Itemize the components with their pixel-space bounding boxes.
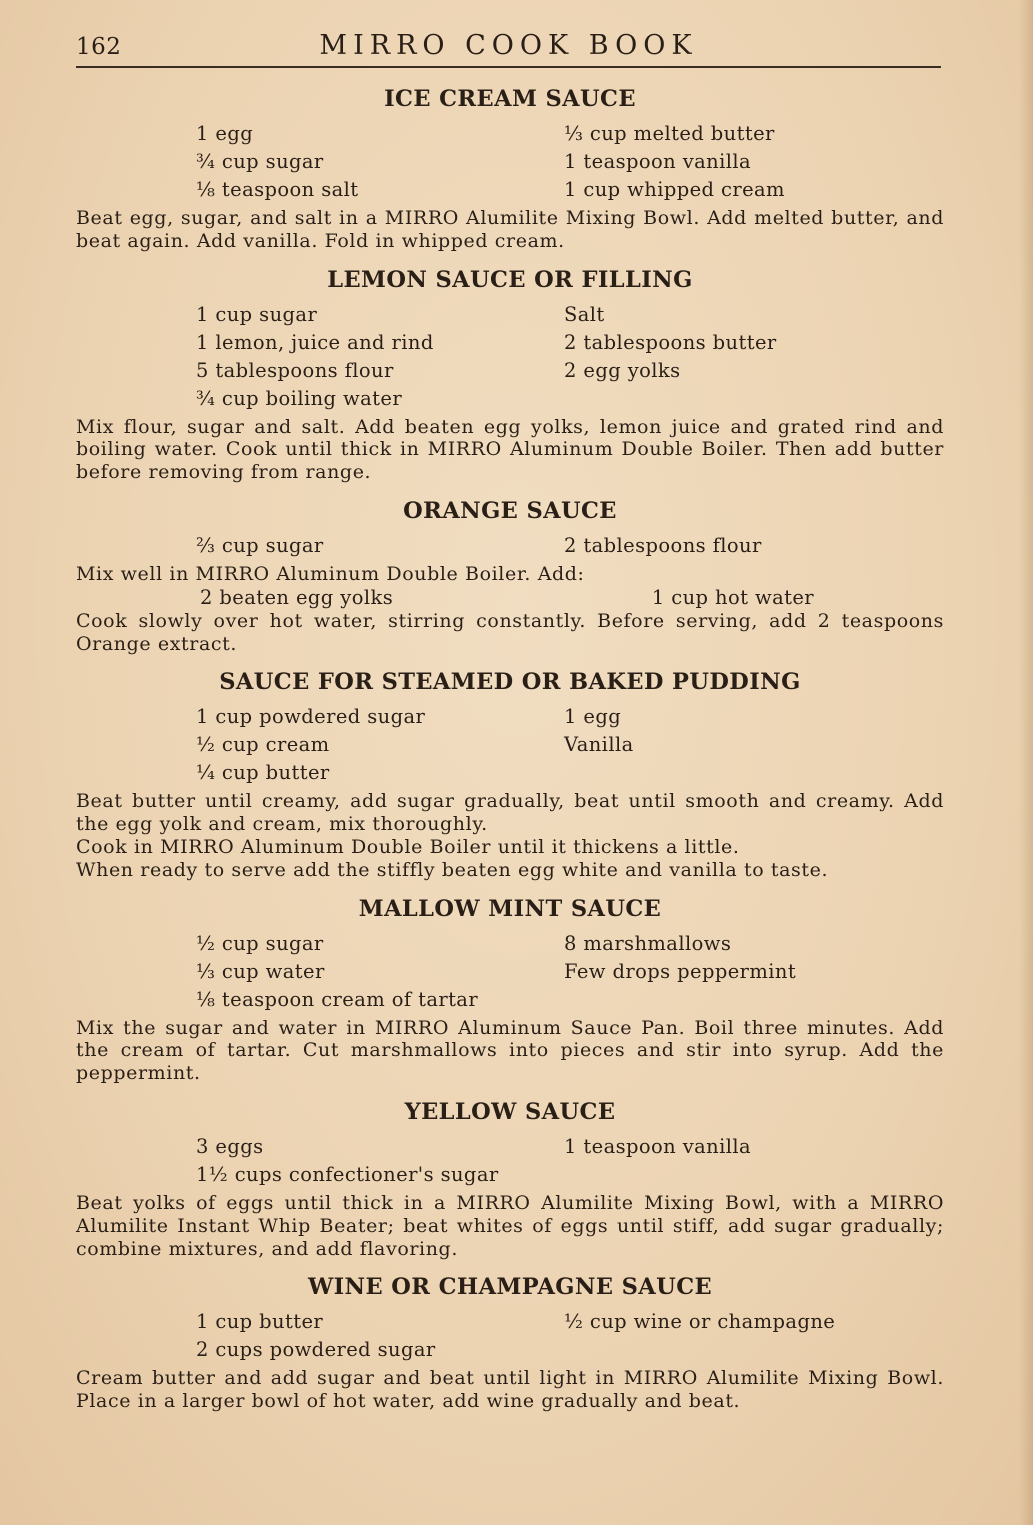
recipe-section [76, 667, 944, 881]
ingredient-item: 5 tablespoons flour [196, 358, 394, 382]
ingredients-left-column [76, 120, 359, 204]
recipe-title: MALLOW MINT SAUCE [358, 895, 662, 922]
ingredients-right-column [564, 703, 944, 787]
ingredient-list [76, 930, 944, 1014]
inline-ingredients [76, 586, 944, 610]
ingredients-right-column [564, 1133, 944, 1189]
ingredient-item: 2 egg yolks [564, 358, 681, 382]
method-text: Mix the sugar and water in MIRRO Aluminum Sauce Pan. Boil three minutes. Add the cream of tartar. Cut marshmallows into pieces and stir into syrup. Add the peppermint. [76, 1016, 944, 1085]
ingredient-item: ½ cup sugar [196, 931, 324, 955]
recipe-section [76, 265, 944, 484]
method-text: Beat egg, sugar, and salt in a MIRRO Alumilite Mixing Bowl. Add melted butter, and beat again. Add vanilla. Fold in whipped cream. [76, 207, 944, 252]
running-title: MIRRO COOK BOOK [319, 30, 698, 61]
ingredient-item: Vanilla [564, 733, 634, 757]
ingredients-left-column [76, 1133, 499, 1189]
ingredient-item: 2 tablespoons flour [564, 533, 762, 557]
ingredients-right-column [564, 301, 944, 413]
ingredient-item: 1 cup whipped cream [564, 178, 785, 201]
method-text: Cream butter and add sugar and beat until light in MIRRO Alumilite Mixing Bowl. Place in a larger bowl of hot water, add wine gradually and beat. [76, 1367, 944, 1413]
recipe-method [76, 563, 944, 655]
method-text: Mix flour, sugar and salt. Add beaten egg yolks, lemon juice and grated rind and boiling water. Cook until thick in MIRRO Aluminum Double Boiler. Then add butter before removing from range. [76, 415, 944, 484]
ingredient-list [76, 301, 944, 413]
ingredients-right-column [564, 120, 944, 204]
ingredient-item: Few drops peppermint [564, 959, 797, 983]
recipe-section [76, 894, 944, 1085]
recipe-title: SAUCE FOR STEAMED OR BAKED PUDDING [219, 669, 801, 696]
recipe-section [76, 1097, 944, 1260]
ingredient-item: ½ cup cream [196, 733, 330, 757]
ingredient-item: 1 egg [196, 122, 254, 145]
ingredient-item: ⅓ cup water [196, 959, 325, 983]
ingredients-left-column [76, 703, 425, 787]
method-text: Cook in MIRRO Aluminum Double Boiler until it thickens a little. [76, 835, 740, 858]
ingredients-right-column [564, 930, 944, 1014]
ingredient-item: 1 cup powdered sugar [196, 705, 426, 729]
recipe-title: ICE CREAM SAUCE [384, 86, 636, 112]
recipe-section [76, 496, 944, 655]
ingredient-item: ½ cup wine or champagne [564, 1310, 836, 1334]
method-text: Mix well in MIRRO Aluminum Double Boiler. Add: [76, 562, 585, 585]
ingredient-list [76, 532, 944, 560]
ingredient-item: 1 egg [564, 705, 622, 729]
recipe-section [76, 84, 944, 253]
ingredient-item: 1 lemon, juice and rind [196, 330, 434, 354]
ingredient-item: 2 beaten egg yolks [200, 585, 394, 609]
ingredient-item: 1 cup hot water [651, 585, 814, 609]
ingredients-left-column [76, 930, 478, 1014]
recipe-method [76, 1367, 944, 1413]
method-text: Cook slowly over hot water, stirring constantly. Before serving, add 2 teaspoons Orange extract. [76, 609, 944, 655]
ingredient-item: ¼ cup butter [196, 761, 330, 785]
ingredient-item: ¾ cup boiling water [196, 386, 403, 410]
ingredient-list [76, 703, 944, 787]
ingredient-item: 3 eggs [196, 1134, 264, 1158]
ingredient-item: 2 cups powdered sugar [196, 1338, 436, 1362]
ingredient-item: ⅛ teaspoon salt [196, 178, 359, 201]
ingredient-list [76, 1308, 944, 1364]
method-text: Beat yolks of eggs until thick in a MIRRO Alumilite Mixing Bowl, with a MIRRO Alumilite Instant Whip Beater; beat whites of eggs until stiff, add sugar gradually; combine mixtures, and add flavoring. [76, 1191, 944, 1260]
ingredients-right-column [564, 532, 944, 560]
ingredient-list [76, 1133, 944, 1189]
page-number: 162 [76, 34, 122, 60]
ingredient-item: Salt [564, 302, 605, 326]
recipe-title: ORANGE SAUCE [403, 497, 617, 524]
ingredients-right-column [564, 1308, 944, 1364]
ingredients-left-column [76, 1308, 436, 1364]
recipe-title: YELLOW SAUCE [404, 1098, 616, 1125]
page-edge-shadow [1019, 0, 1033, 1525]
ingredient-list [76, 120, 944, 204]
ingredient-item: 1 cup butter [196, 1310, 324, 1334]
ingredient-item: ⅛ teaspoon cream of tartar [196, 987, 479, 1011]
ingredient-item: 1 cup sugar [196, 302, 318, 326]
ingredient-item: ¾ cup sugar [196, 150, 324, 173]
method-text: Beat butter until creamy, add sugar gradually, beat until smooth and creamy. Add the egg yolk and cream, mix thoroughly. [76, 790, 944, 836]
method-text: When ready to serve add the stiffly beaten egg white and vanilla to taste. [76, 858, 829, 881]
ingredient-item: 1½ cups confectioner's sugar [196, 1162, 499, 1186]
recipe-method [76, 416, 944, 484]
recipe-title: WINE OR CHAMPAGNE SAUCE [307, 1274, 713, 1301]
recipe-section [76, 1272, 944, 1413]
page-header [76, 30, 941, 68]
recipe-title: LEMON SAUCE OR FILLING [327, 266, 693, 293]
ingredient-item: 1 teaspoon vanilla [564, 150, 752, 173]
ingredient-item: ⅓ cup melted butter [564, 122, 775, 145]
recipe-method [76, 1017, 944, 1085]
ingredient-item: 2 tablespoons butter [564, 330, 777, 354]
recipe-method [76, 207, 944, 253]
recipe-method [76, 790, 944, 881]
ingredients-left-column [76, 532, 324, 560]
recipes-content [76, 84, 944, 1425]
ingredients-left-column [76, 301, 434, 413]
recipe-method [76, 1192, 944, 1260]
ingredient-item: 8 marshmallows [564, 931, 732, 955]
ingredient-item: ⅔ cup sugar [196, 533, 324, 557]
ingredient-item: 1 teaspoon vanilla [564, 1134, 752, 1158]
